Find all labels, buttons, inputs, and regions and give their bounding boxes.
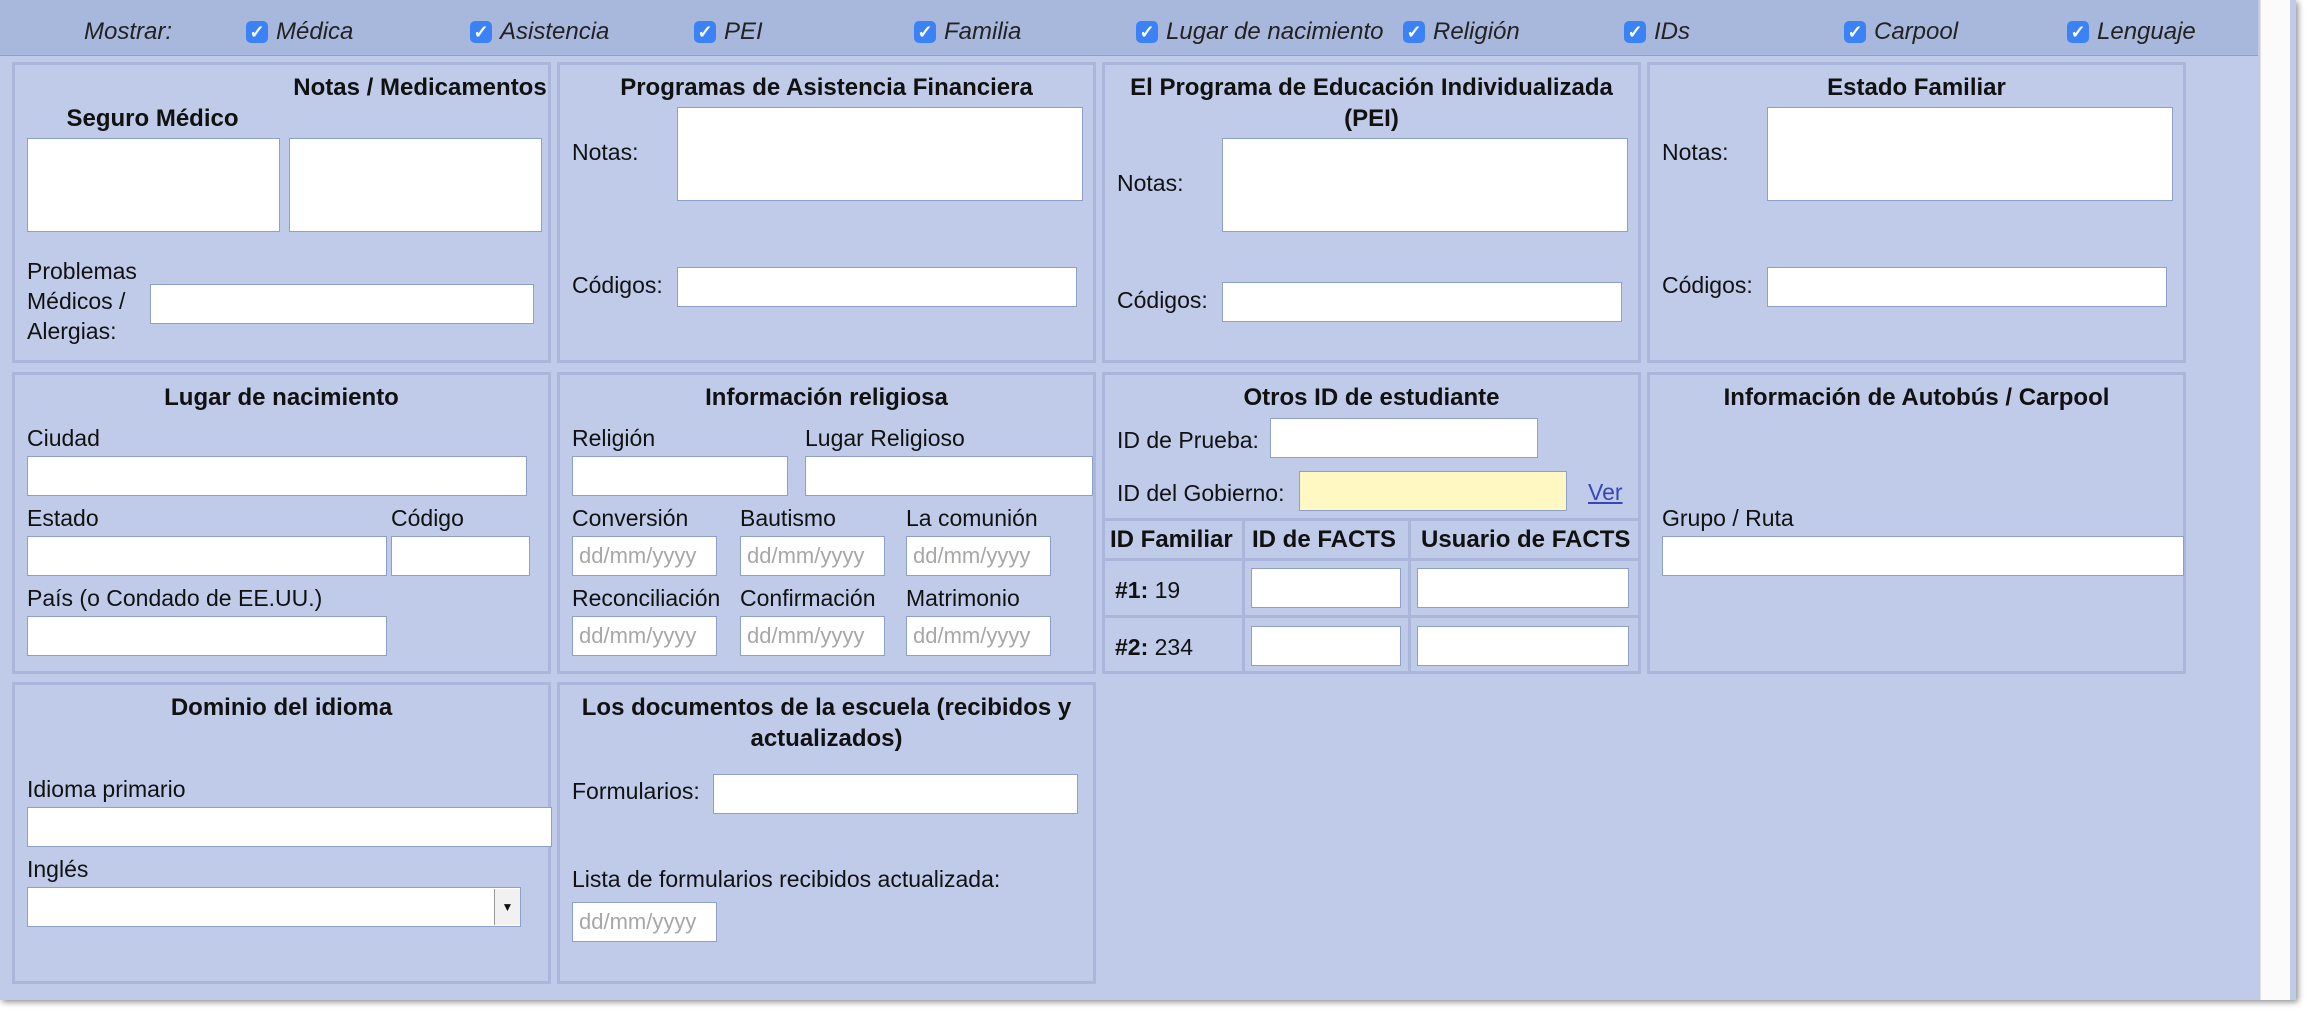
show-ids-label: IDs: [1654, 18, 1690, 45]
primary-language-label: Idioma primario: [27, 776, 186, 802]
conversion-date-input[interactable]: dd/mm/yyyy: [572, 536, 717, 576]
family-id-row-number: #1:: [1115, 577, 1149, 603]
table-divider: [1105, 558, 1638, 561]
route-group-input[interactable]: [1662, 536, 2184, 576]
show-iep-label: PEI: [724, 18, 763, 45]
medical-problems-input[interactable]: [150, 284, 534, 324]
family-id-row-number: #2:: [1115, 634, 1149, 660]
show-carpool-label: Carpool: [1874, 18, 1959, 45]
religious-place-input[interactable]: [805, 456, 1093, 496]
family-id-value: 19: [1154, 577, 1181, 603]
religious-place-label: Lugar Religioso: [805, 425, 965, 451]
facts-id-input-2[interactable]: [1251, 626, 1401, 666]
col-family-id-header: ID Familiar: [1110, 526, 1233, 553]
show-attendance-checkbox[interactable]: [470, 18, 609, 46]
religion-title: Información religiosa: [705, 384, 948, 411]
show-medical-label: Médica: [276, 18, 354, 45]
birthplace-panel: [12, 372, 551, 674]
language-panel: [12, 682, 551, 984]
show-family-checkbox[interactable]: [914, 18, 1021, 46]
show-birthplace-checkbox[interactable]: [1136, 18, 1383, 46]
facts-id-input-1[interactable]: [1251, 568, 1401, 608]
bus-title: Información de Autobús / Carpool: [1723, 384, 2110, 411]
route-group-label: Grupo / Ruta: [1662, 505, 1794, 531]
zip-code-label: Código: [391, 505, 464, 531]
state-input[interactable]: [27, 536, 387, 576]
religion-input[interactable]: [572, 456, 788, 496]
family-id-row-1: [1115, 575, 1180, 605]
student-ids-panel: [1102, 372, 1641, 674]
test-id-input[interactable]: [1270, 418, 1538, 458]
religion-panel: [557, 372, 1096, 674]
facts-user-input-1[interactable]: [1417, 568, 1629, 608]
iep-title: El Programa de Educación Individualizada (PEI): [1130, 74, 1613, 132]
baptism-label: Bautismo: [740, 505, 836, 531]
checkbox-checked-icon[interactable]: ✓: [1844, 21, 1866, 43]
view-government-id-link[interactable]: Ver: [1588, 479, 1623, 505]
table-divider: [1105, 518, 1638, 521]
confirmation-label: Confirmación: [740, 585, 876, 611]
religion-label: Religión: [572, 425, 656, 451]
show-birthplace-label: Lugar de nacimiento: [1166, 18, 1384, 45]
communion-date-input[interactable]: dd/mm/yyyy: [906, 536, 1051, 576]
family-title: Estado Familiar: [1827, 74, 2006, 101]
bus-carpool-panel: [1647, 372, 2186, 674]
insurance-textarea[interactable]: [27, 138, 280, 232]
confirmation-date-input[interactable]: dd/mm/yyyy: [740, 616, 885, 656]
conversion-label: Conversión: [572, 505, 689, 531]
baptism-date-input[interactable]: dd/mm/yyyy: [740, 536, 885, 576]
forms-updated-date-input[interactable]: dd/mm/yyyy: [572, 902, 717, 942]
financial-assistance-panel: [557, 62, 1096, 363]
reconciliation-date-input[interactable]: dd/mm/yyyy: [572, 616, 717, 656]
show-medical-checkbox[interactable]: [246, 18, 353, 46]
english-select[interactable]: [27, 887, 521, 927]
scrollbar[interactable]: [2260, 0, 2290, 1000]
family-status-panel: [1647, 62, 2186, 363]
table-divider: [1242, 518, 1245, 673]
state-label: Estado: [27, 505, 99, 531]
col-facts-user-header: Usuario de FACTS: [1421, 526, 1631, 553]
show-iep-checkbox[interactable]: [694, 18, 763, 46]
financial-codes-label: Códigos:: [572, 272, 663, 298]
forms-label: Formularios:: [572, 778, 700, 804]
insurance-title: Seguro Médico: [66, 105, 239, 132]
family-codes-label: Códigos:: [1662, 272, 1753, 298]
country-input[interactable]: [27, 616, 387, 656]
forms-input[interactable]: [713, 774, 1078, 814]
family-id-row-2: [1115, 632, 1193, 662]
medical-problems-label: Problemas Médicos / Alergias:: [27, 258, 137, 344]
show-filter-bar: [0, 0, 2258, 56]
show-carpool-checkbox[interactable]: [1844, 18, 1958, 46]
english-label: Inglés: [27, 856, 89, 882]
show-language-label: Lenguaje: [2097, 18, 2196, 45]
show-label: Mostrar:: [84, 18, 173, 45]
show-religion-checkbox[interactable]: [1403, 18, 1520, 46]
family-notes-label: Notas:: [1662, 139, 1729, 165]
show-language-checkbox[interactable]: [2067, 18, 2196, 46]
country-label: País (o Condado de EE.UU.): [27, 585, 323, 611]
financial-notes-label: Notas:: [572, 139, 639, 165]
test-id-label: ID de Prueba:: [1117, 427, 1259, 453]
government-id-input[interactable]: [1299, 471, 1567, 511]
iep-panel: [1102, 62, 1641, 363]
iep-notes-textarea[interactable]: [1222, 138, 1628, 232]
show-attendance-label: Asistencia: [500, 18, 610, 45]
government-id-label: ID del Gobierno:: [1117, 480, 1285, 506]
city-input[interactable]: [27, 456, 527, 496]
school-documents-panel: [557, 682, 1096, 984]
documents-title: Los documentos de la escuela (recibidos y actualizados): [581, 694, 1072, 752]
col-facts-id-header: ID de FACTS: [1252, 526, 1397, 553]
checkbox-checked-icon[interactable]: ✓: [246, 21, 268, 43]
birthplace-title: Lugar de nacimiento: [164, 384, 399, 411]
communion-label: La comunión: [906, 505, 1038, 531]
family-codes-input[interactable]: [1767, 267, 2167, 307]
medical-panel: [12, 62, 551, 363]
financial-title: Programas de Asistencia Financiera: [620, 74, 1033, 101]
checkbox-checked-icon[interactable]: ✓: [914, 21, 936, 43]
medical-notes-title: Notas / Medicamentos: [293, 74, 547, 101]
city-label: Ciudad: [27, 425, 100, 451]
checkbox-checked-icon[interactable]: ✓: [470, 21, 492, 43]
iep-codes-label: Códigos:: [1117, 287, 1208, 313]
facts-user-input-2[interactable]: [1417, 626, 1629, 666]
iep-notes-label: Notas:: [1117, 170, 1184, 196]
forms-updated-label: Lista de formularios recibidos actualizada:: [572, 866, 1001, 892]
checkbox-checked-icon[interactable]: ✓: [1136, 21, 1158, 43]
show-ids-checkbox[interactable]: [1624, 18, 1690, 46]
student-ids-title: Otros ID de estudiante: [1243, 384, 1500, 411]
medications-notes-textarea[interactable]: [289, 138, 542, 232]
marriage-label: Matrimonio: [906, 585, 1020, 611]
financial-notes-textarea[interactable]: [677, 107, 1083, 201]
chevron-down-icon[interactable]: ▼: [494, 889, 520, 925]
show-family-label: Familia: [944, 18, 1022, 45]
checkbox-checked-icon[interactable]: ✓: [2067, 21, 2089, 43]
table-divider: [1105, 615, 1638, 618]
checkbox-checked-icon[interactable]: ✓: [1403, 21, 1425, 43]
zip-code-input[interactable]: [391, 536, 530, 576]
family-id-value: 234: [1154, 634, 1194, 660]
checkbox-checked-icon[interactable]: ✓: [694, 21, 716, 43]
reconciliation-label: Reconciliación: [572, 585, 721, 611]
primary-language-input[interactable]: [27, 807, 552, 847]
iep-codes-input[interactable]: [1222, 282, 1622, 322]
table-divider: [1408, 518, 1411, 673]
marriage-date-input[interactable]: dd/mm/yyyy: [906, 616, 1051, 656]
language-title: Dominio del idioma: [170, 694, 393, 721]
checkbox-checked-icon[interactable]: ✓: [1624, 21, 1646, 43]
show-religion-label: Religión: [1433, 18, 1520, 45]
family-notes-textarea[interactable]: [1767, 107, 2173, 201]
financial-codes-input[interactable]: [677, 267, 1077, 307]
